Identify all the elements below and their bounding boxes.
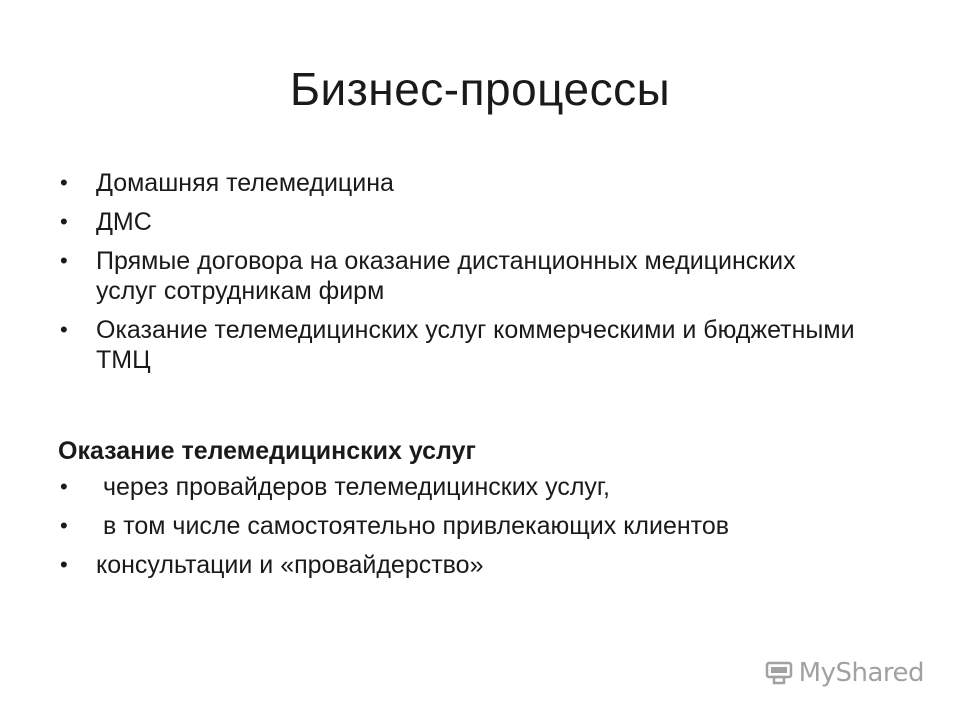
slide-title: Бизнес-процессы bbox=[289, 63, 671, 115]
bullet-icon: • bbox=[60, 209, 68, 234]
bullet-icon: • bbox=[60, 552, 68, 577]
section-heading: Оказание телемедицинских услуг bbox=[58, 437, 476, 465]
list-item bbox=[58, 472, 920, 502]
list-item bbox=[58, 168, 920, 198]
list-item-text: ДМС bbox=[96, 208, 152, 236]
bullet-icon: • bbox=[60, 317, 68, 342]
watermark-text: MyShared bbox=[798, 658, 924, 688]
list-item-text: в том числе самостоятельно привлекающих клиентов bbox=[103, 512, 730, 540]
watermark bbox=[765, 658, 924, 688]
list-item-text: Прямые договора на оказание дистанционных медицинских услуг сотрудникам фирм bbox=[96, 247, 796, 305]
list-item bbox=[58, 550, 920, 580]
bullet-icon: • bbox=[60, 170, 68, 195]
bullet-icon: • bbox=[60, 248, 68, 273]
list-item-text: Домашняя телемедицина bbox=[96, 169, 394, 197]
list-item bbox=[58, 207, 920, 237]
list-item bbox=[58, 511, 920, 541]
bottom-bullet-list bbox=[58, 472, 920, 589]
mushroom-logo-icon bbox=[765, 661, 793, 685]
top-bullet-list bbox=[58, 168, 920, 384]
list-item-text: Оказание телемедицинских услуг коммерческими и бюджетными ТМЦ bbox=[96, 316, 855, 374]
list-item bbox=[58, 246, 796, 306]
bullet-icon: • bbox=[60, 474, 68, 499]
list-item-text: консультации и «провайдерство» bbox=[96, 551, 484, 579]
list-item-text: через провайдеров телемедицинских услуг, bbox=[103, 473, 610, 501]
bullet-icon: • bbox=[60, 513, 68, 538]
list-item bbox=[58, 315, 876, 375]
